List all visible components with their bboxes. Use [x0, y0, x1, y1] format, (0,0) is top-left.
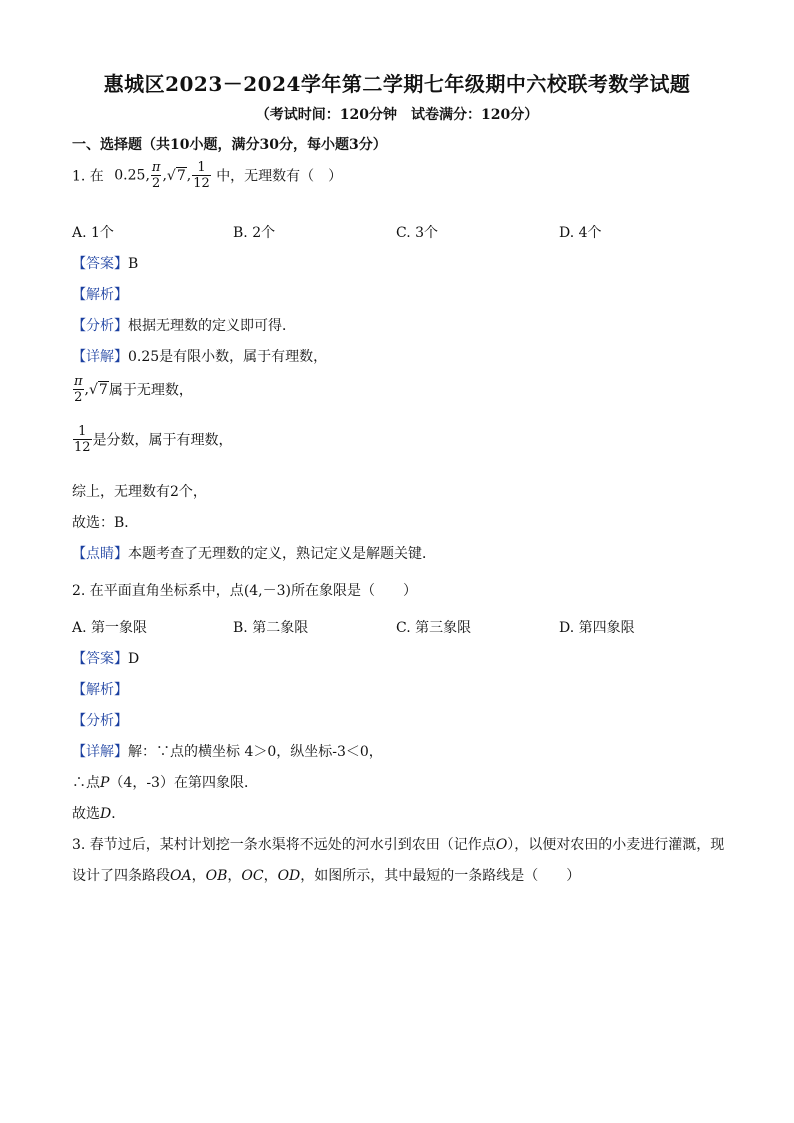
q1-detail-line3: $\frac{1}{12}$ 是分数，属于有理数， — [74, 424, 233, 455]
q2-option-c: C. 第三象限 — [396, 620, 472, 636]
q1-choose: 故选：B． — [72, 515, 139, 531]
q2-option-a: A. 第一象限 — [72, 620, 148, 636]
q2-option-d: D. 第四象限 — [559, 620, 635, 636]
q2-detail-line2: ∴点P（4，-3）在第四象限． — [72, 775, 258, 791]
q1-prefix: 1. 在 — [72, 168, 104, 185]
q1-frac-1-12: $\frac{1}{12}$ — [193, 160, 210, 191]
page-title: 惠城区2023－2024学年第二学期七年级期中六校联考数学试题 — [103, 72, 691, 96]
q1-number-list: 0.25, $\frac{\pi}{2}$ ,√7, $\frac{1}{12}$ — [114, 160, 210, 191]
q1-stem — [72, 160, 342, 191]
q2-point: (4,－3) — [243, 583, 292, 599]
q2-detail: 【详解】解：∵点的横坐标 4＞0，纵坐标-3＜0， — [72, 744, 383, 760]
answer-tag: 【答案】 — [72, 256, 128, 272]
q1-sqrt7: √7 — [166, 167, 186, 184]
q2-jiexi: 【解析】 — [72, 682, 128, 698]
q3-stem-line1: 3. 春节过后，某村计划挖一条水渠将不远处的河水引到农田（记作点O），以便对农田的小麦进行灌溉，现 — [72, 837, 725, 853]
q1-frac-pi: $\frac{\pi}{2}$ — [151, 160, 161, 191]
q1-dianjing: 【点睛】本题考查了无理数的定义，熟记定义是解题关键． — [72, 546, 436, 562]
q1-option-b: B. 2个 — [233, 225, 276, 241]
q2-stem: 2. 在平面直角坐标系中，点(4,－3)所在象限是（ ） — [72, 583, 418, 599]
q1-summary: 综上，无理数有2个， — [72, 484, 207, 500]
q1-option-d: D. 4个 — [559, 225, 602, 241]
q1-n1: 0.25, — [114, 167, 150, 184]
q1-detail: 【详解】0.25是有限小数，属于有理数， — [72, 349, 328, 365]
section-heading: 一、选择题（共10小题，满分30分，每小题3分） — [72, 137, 387, 153]
q1-jiexi: 【解析】 — [72, 287, 128, 303]
page-subtitle: （考试时间：120分钟 试卷满分：120分） — [255, 107, 539, 123]
q2-fenxi: 【分析】 — [72, 713, 128, 729]
q2-choose: 故选D． — [72, 806, 126, 822]
q2-option-b: B. 第二象限 — [233, 620, 309, 636]
q1-answer: 【答案】B — [72, 256, 139, 272]
q1-fenxi: 【分析】根据无理数的定义即可得． — [72, 318, 296, 334]
q1-suffix: 中，无理数有（ ） — [216, 168, 343, 185]
q2-answer: 【答案】D — [72, 651, 140, 667]
q1-option-a: A. 1个 — [72, 225, 114, 241]
q1-option-c: C. 3个 — [396, 225, 439, 241]
q1-detail-line2: $\frac{\pi}{2}$ ,√7属于无理数， — [74, 374, 193, 405]
q3-stem-line2: 设计了四条路段OA，OB，OC，OD，如图所示，其中最短的一条路线是（ ） — [72, 868, 581, 884]
